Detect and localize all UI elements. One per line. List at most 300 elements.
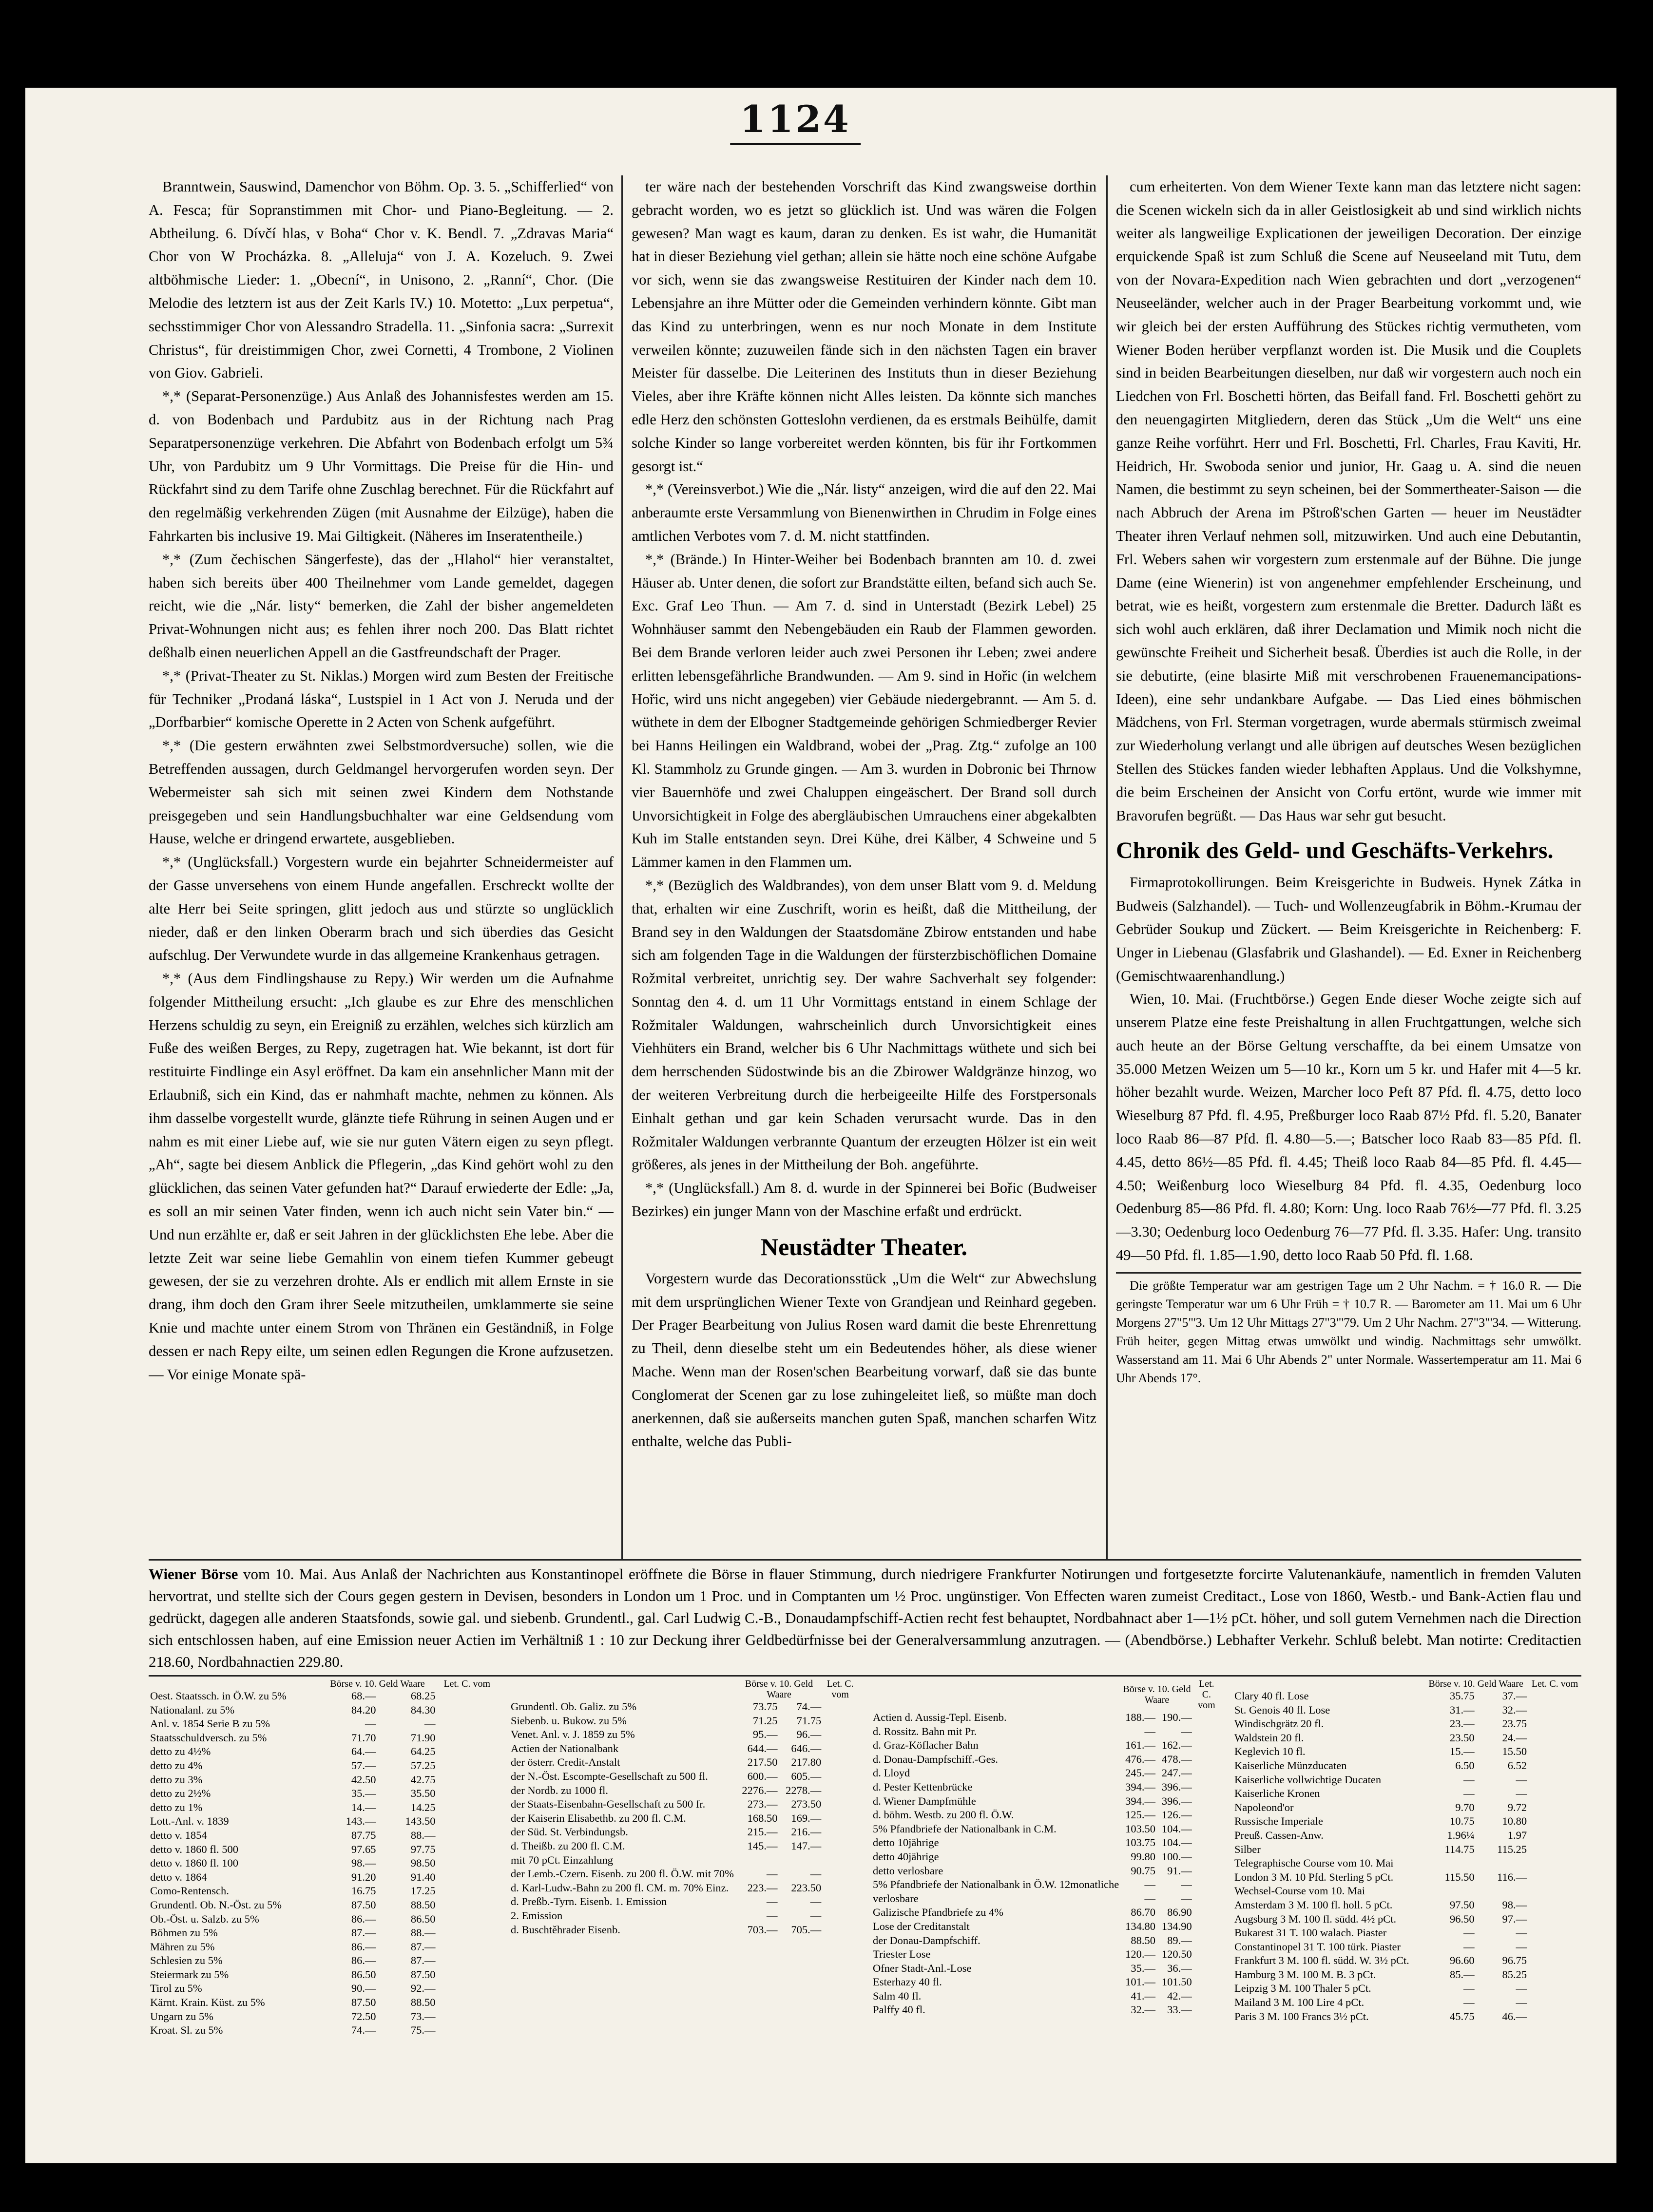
empty-cell [1528,1870,1581,1885]
empty-cell [823,1812,858,1826]
security-name-cell: der österr. Credit-Anstalt [511,1756,620,1769]
waare-cell: 37.— [1502,1690,1527,1702]
security-name-cell: Nationalanl. zu 5% [150,1703,235,1716]
waare-cell: 478.— [1161,1753,1192,1765]
waare-cell: — [810,1868,822,1880]
table-row [149,1996,497,2010]
table-row [871,1878,1220,1892]
table-row [871,1947,1220,1962]
empty-cell [823,1867,858,1881]
empty-cell [437,2023,497,2038]
empty-cell [1528,1814,1581,1829]
waare-cell: 217.80 [791,1756,822,1769]
security-name-cell: Siebenb. u. Bukow. zu 5% [511,1714,627,1727]
waare-cell: 88.— [410,1926,436,1939]
security-name-cell: Bukarest 31 T. 100 walach. Piaster [1234,1926,1387,1939]
security-name-cell: d. Donau-Dampfschiff.-Ges. [873,1753,999,1765]
waare-cell: 216.— [791,1826,822,1838]
waare-cell: 57.25 [410,1759,436,1772]
geld-cell: — [1463,1773,1475,1786]
waare-cell: 23.75 [1502,1717,1527,1730]
paragraph: *,* (Die gestern erwähnten zwei Selbstmordversuche) sollen, wie die Betreffenden aussagen, durch Geldmangel hervorgerufen worden seyn. Der Webermeister sah sich mit seinen zwei Kindern dem Nothstande preisgegeben und sein Handlungsbuchhalter war eine Geldsendung vom Hause, welche er dringend erwartete, ausgeblieben. [149,737,614,847]
table-header-cell: Börse v. 10. Geld Waare [745,1678,813,1700]
geld-cell [1423,1856,1476,1870]
security-name-cell: Kaiserliche Kronen [1234,1787,1320,1800]
geld-cell: 10.75 [1449,1815,1475,1828]
geld-cell: 73.75 [752,1700,778,1713]
table-row [509,1700,858,1714]
empty-cell [1193,1850,1220,1864]
geld-cell [1423,1884,1476,1898]
security-name-cell: detto v. 1864 [150,1870,207,1883]
geld-cell: 68.— [351,1690,376,1702]
empty-cell [437,1703,497,1717]
empty-cell [1528,1689,1581,1703]
waare-cell: 9.72 [1507,1801,1527,1813]
geld-cell: 16.75 [351,1885,376,1897]
empty-cell [1528,1912,1581,1926]
security-name-cell: der Nordb. zu 1000 fl. [511,1784,608,1796]
waare-cell: — [1516,1996,1527,2009]
geld-cell: — [1463,1926,1475,1939]
paragraph: cum erheiterten. Von dem Wiener Texte kann man das letztere nicht sagen: die Scenen wickeln sich da in aller Geistlosigkeit ab und sind wirklich nichts weiter als langweilige Explicationen der jeweiligen Decoration. Der einzige erquickende Spaß ist zum Schluß die Scene auf Neuseeland mit Tutu, dem von der Novara-Expedition nach Wien gebrachten und dort „verzogenen“ Neuseeländer, welcher auch in der Prager Bearbeitung vorkommt und, wie wir gleich bei der ersten Aufführung des Stückes richtig vermutheten, vom Wiener Boden herüber verpflanzt worden ist. Die Musik und die Couplets sind in beiden Bearbeitungen dieselben, nur daß wir vorgestern auch noch ein Liedchen von Frl. Boschetti hörten, das Beifall fand. Frl. Boschetti gehört zu den neuengagirten Mitgliedern, deren das Stück „Um die Welt“ uns eine ganze Reihe vorführt. Herr und Frl. Boschetti, Frl. Charles, Frau Kaviti, Hr. Heidrich, Hr. Swoboda senior und junior, Hr. Gaag u. A. sind die neuen Namen, die bestimmt zu seyn scheinen, bei der Sommertheater-Saison — die nach Abbruch der Arena im Pštroß'schen Garten — heuer im Neustädter Theater ihren Verlauf nehmen soll, mitzuwirken. Und auch eine Debutantin, Frl. Webers sahen wir vorgestern zum erstenmale auf der Bühne. Die junge Dame (eine Wienerin) ist von angenehmer empfehlender Erscheinung, und betrat, wie es heißt, vorgestern zum erstenmale die Bretter. Dadurch läßt es sich wohl auch erklären, daß ihrer Declamation und Mimik noch nicht die gewünschte Freiheit und Sicherheit besaß. Überdies ist auch die Rolle, in der sie debutirte, (eine blasirte Miß mit verschrobenen Frauenemancipations-Ideen), eine sehr undankbare Aufgabe. — Das Lied eines böhmischen Mädchens, von Frl. Sterman vorgetragen, wurde abermals stürmisch zweimal zur Wiederholung verlangt und alle übrigen auf deutsches Wesen bezüglichen Stellen des Stückes fanden wieder lebhaften Applaus. Und die Volkshymne, die beim Erscheinen der Ansicht von Corfu ertönt, wurde wie immer mit Bravorufen begrüßt. — Das Haus war sehr gut besucht. [1116,178,1581,824]
geld-cell: 41.— [1131,1989,1155,2002]
geld-cell: 168.50 [747,1812,778,1824]
empty-cell [437,1898,497,1912]
table-row [871,1738,1220,1753]
empty-cell [823,1853,858,1868]
table-row [149,1843,497,1857]
waare-cell: 162.— [1161,1739,1192,1752]
security-name-cell: detto v. 1854 [150,1829,207,1841]
geld-cell: — [1463,1787,1475,1800]
geld-cell: 134.80 [1125,1920,1155,1932]
geld-cell: 87.— [351,1926,376,1939]
geld-cell: 9.70 [1455,1801,1475,1813]
waare-cell: 92.— [410,1982,436,1995]
empty-cell [437,1870,497,1885]
table-row [1233,1814,1581,1829]
geld-cell: 74.— [351,2024,376,2037]
geld-cell: — [767,1909,778,1922]
geld-cell: 45.75 [1449,2010,1475,2022]
security-name-cell: d. Graz-Köflacher Bahn [873,1739,979,1752]
table-row [871,1892,1220,1906]
security-name-cell: 5% Pfandbriefe der Nationalbank in C.M. [873,1822,1057,1835]
table-row [1233,1745,1581,1759]
geld-cell: 2276.— [742,1784,778,1796]
table-row [149,1884,497,1898]
security-name-cell: Waldstein 20 fl. [1234,1731,1304,1744]
security-name-cell: Frankfurt 3 M. 100 fl. südd. W. 3½ pCt. [1234,1954,1409,1967]
security-name-cell: Como-Rentensch. [150,1885,229,1897]
table-row [1233,1731,1581,1745]
horizontal-rule-tables [149,1675,1581,1677]
empty-cell [1528,1703,1581,1717]
security-name-cell: Schlesien zu 5% [150,1954,223,1967]
security-name-cell: Paris 3 M. 100 Francs 3½ pCt. [1234,2010,1369,2022]
security-name-cell: Venet. Anl. v. J. 1859 zu 5% [511,1728,635,1741]
empty-cell [1193,1822,1220,1836]
table-row [509,1714,858,1728]
geld-cell: 31.— [1449,1703,1475,1716]
table-row [1233,1856,1581,1870]
empty-cell [823,1839,858,1853]
table-header-row [149,1678,497,1689]
empty-cell [1193,1808,1220,1822]
paragraph: *,* (Separat-Personenzüge.) Aus Anlaß des Johannisfestes werden am 15. d. von Bodenbach und Pardubitz aus in der Richtung nach Prag Separatpersonenzüge verkehren. Die Abfahrt von Bodenbach erfolgt um 5¾ Uhr, von Pardubitz um 9 Uhr Vormittags. Die Preise für die Hin- und Rückfahrt sind zu dem Tarife ohne Zuschlag berechnet. Für die Rückfahrt auf den regelmäßig verkehrenden Zügen (mit Ausnahme der Eilzüge), haben die Fahrkarten bis inclusive 19. Mai Giltigkeit. (Näheres im Inseratentheile.) [149,388,614,544]
geld-cell: 95.— [752,1728,778,1741]
table-row [871,1920,1220,1934]
security-name-cell: detto zu 1% [150,1801,203,1813]
empty-cell [437,1968,497,1982]
waare-cell: 247.— [1161,1767,1192,1779]
empty-cell [1528,1717,1581,1731]
empty-cell [1528,1787,1581,1801]
geld-cell: 87.50 [351,1996,376,2009]
empty-cell [823,1714,858,1728]
geld-cell: 87.75 [351,1829,376,1841]
stock-tables [149,1678,1581,2107]
security-name-cell: Preuß. Cassen-Anw. [1234,1829,1324,1841]
table-row [509,1784,858,1798]
geld-cell: — [1144,1892,1155,1905]
waare-cell: 86.90 [1167,1906,1192,1919]
table-row [1233,1884,1581,1898]
table-row [509,1881,858,1895]
geld-cell: 57.— [351,1759,376,1772]
table-row [509,1839,858,1853]
empty-cell [1528,1759,1581,1773]
geld-cell: 88.50 [1131,1934,1155,1946]
table-row [871,1850,1220,1864]
table-row [509,1770,858,1784]
empty-cell [1528,1884,1581,1898]
waare-cell: 6.52 [1507,1759,1527,1772]
table-row [509,1895,858,1909]
geld-cell: 273.— [747,1798,778,1811]
security-name-cell: 5% Pfandbriefe der Nationalbank in Ö.W. 12monatliche [873,1878,1119,1891]
waare-cell: — [1516,1940,1527,1953]
table-row [871,1906,1220,1920]
waare-cell: 88.50 [410,1898,436,1911]
geld-cell: 35.— [1131,1962,1155,1974]
table-row [149,1814,497,1829]
page-number: 1124 [730,97,861,145]
empty-cell [437,1982,497,1996]
geld-cell: 96.50 [1449,1912,1475,1925]
empty-cell [1528,1745,1581,1759]
table-row [509,1825,858,1839]
table-row [871,1989,1220,2003]
geld-cell: 35.— [351,1787,376,1800]
wiener-boerse-report [149,1563,1581,1674]
geld-cell: 99.80 [1131,1850,1155,1863]
table-row [509,1853,858,1868]
security-name-cell: detto verlosbare [873,1864,943,1877]
geld-cell: 86.70 [1131,1906,1155,1919]
waare-cell: 126.— [1161,1809,1192,1821]
empty-cell [823,1784,858,1798]
security-name-cell: Triester Lose [873,1948,931,1961]
table-header-cell: Let. C. vom [826,1678,854,1700]
security-name-cell: d. Rossitz. Bahn mit Pr. [873,1725,977,1737]
waare-cell: — [1516,1773,1527,1786]
empty-cell [1528,1982,1581,1996]
table-row [509,1755,858,1770]
security-name-cell: Actien der Nationalbank [511,1742,619,1754]
table-row [149,1703,497,1717]
waare-cell: 101.50 [1161,1976,1192,1988]
geld-cell: 394.— [1125,1780,1155,1793]
empty-cell [1193,1711,1220,1725]
waare-cell: 86.50 [410,1912,436,1925]
security-name-cell: Galizische Pfandbriefe zu 4% [873,1906,1004,1919]
geld-cell: 84.20 [351,1703,376,1716]
table-row [149,1912,497,1926]
security-name-cell: detto v. 1860 fl. 100 [150,1857,239,1869]
security-name-cell: Grundentl. Ob. N.-Öst. zu 5% [150,1898,282,1911]
geld-cell: 97.65 [351,1843,376,1855]
paragraph: Branntwein, Sauswind, Damenchor von Böhm. Op. 3. 5. „Schifferlied“ von A. Fesca; für Sopranstimmen mit Chor- und Piano-Begleitung. — 2. Abtheilung. 6. Dívčí hlas, v Boha“ Chor v. K. Bendl. 7. „Zdravas Maria“ Chor von W Procházka. 8. „Alleluja“ von J. A. Kozeluch. 9. Zwei altböhmische Lieder: 1. „Obecní“, in Unisono, 2. „Ranní“, Chor. (Die Melodie des letztern ist aus der Zeit Karls IV.) 10. Motetto: „Lux perpetua“, sechsstimmiger Chor von Alessandro Stradella. 11. „Sinfonia sacra: „Surrexit Christus“, für dreistimmigen Chor, zwei Cornetti, 4 Trombone, 2 Violinen von Giov. Gabrieli. [149,178,614,381]
waare-cell: 96.75 [1502,1954,1527,1967]
table-row [871,1766,1220,1780]
security-name-cell: der Donau-Dampfschiff. [873,1934,980,1946]
security-name-cell: d. Buschtěhrader Eisenb. [511,1923,620,1936]
empty-cell [437,1717,497,1731]
waare-cell: 396.— [1161,1794,1192,1807]
geld-cell: 114.75 [1444,1843,1475,1855]
paragraph-temperatur: Die größte Temperatur war am gestrigen Tage um 2 Uhr Nachm. = † 16.0 R. — Die geringste Temperatur war um 6 Uhr Früh = † 10.7 R. — Barometer am 11. Mai um 6 Uhr Morgens 27"5"'3. Um 12 Uhr Mittags 27"3"'79. Um 2 Uhr Nachm. 27"3"'34. — Witterung. Früh heiter, gegen Mittag etwas umwölkt und windig. Nachmittags sehr umwölkt. Wasserstand am 11. Mai 6 Uhr Abends 2" unter Normale. Wassertemperatur am 11. Mai 6 Uhr Abends 17°. [1116,1272,1581,1388]
geld-cell: 1.96¼ [1447,1829,1475,1841]
empty-cell [437,1814,497,1829]
empty-cell [1193,1836,1220,1850]
table-row [149,1856,497,1870]
security-name-cell: der Lemb.-Czern. Eisenb. zu 200 fl. Ö.W. mit 70% [511,1868,734,1880]
waare-cell: 104.— [1161,1822,1192,1835]
geld-cell: — [1463,1996,1475,2009]
empty-cell [437,1773,497,1787]
security-name-cell: verlosbare [873,1892,919,1905]
boerse-title: Wiener Börse [149,1565,238,1583]
empty-cell [437,1996,497,2010]
geld-cell: 71.70 [351,1731,376,1744]
table-header-cell [149,1678,318,1689]
empty-cell [1193,1864,1220,1878]
security-name-cell: Windischgrätz 20 fl. [1234,1717,1324,1730]
empty-cell [1193,1892,1220,1906]
table-row [1233,1968,1581,1982]
waare-cell: — [1516,1982,1527,1995]
waare-cell: 87.— [410,1940,436,1953]
geld-cell: 91.20 [351,1870,376,1883]
security-name-cell: Hamburg 3 M. 100 M. B. 3 pCt. [1234,1968,1376,1981]
empty-cell [437,1954,497,1968]
waare-cell: 97.— [1502,1912,1527,1925]
waare-cell: — [1181,1725,1192,1737]
table-row [1233,1870,1581,1885]
table-row [509,1812,858,1826]
waare-cell: — [810,1909,822,1922]
waare-cell: 273.50 [791,1798,822,1811]
security-name-cell: Lose der Creditanstalt [873,1920,970,1932]
security-name-cell: Kaiserliche vollwichtige Ducaten [1234,1773,1382,1786]
security-name-cell: der N.-Öst. Escompte-Gesellschaft zu 500 fl. [511,1770,708,1782]
security-name-cell: Telegraphische Course vom 10. Mai [1234,1857,1394,1869]
geld-cell: 120.— [1125,1948,1155,1961]
table-row [1233,1996,1581,2010]
section-heading-neustaedter-theater: Neustädter Theater. [760,1233,968,1260]
security-name-cell: Wechsel-Course vom 10. Mai [1234,1885,1365,1897]
table-row [1233,1982,1581,1996]
security-name-cell: Silber [1234,1843,1261,1855]
table-row [149,1773,497,1787]
geld-cell: 23.— [1449,1717,1475,1730]
paragraph: *,* (Brände.) In Hinter-Weiher bei Bodenbach brannten am 10. d. zwei Häuser ab. Unter denen, die sofort zur Brandstätte eilten, befand sich auch Se. Exc. Graf Leo Thun. — Am 7. d. sind in Unterstadt (Bezirk Lebel) 25 Wohnhäuser sammt den Nebengebäuden ein Raub der Flammen geworden. Bei dem Brande verloren leider auch zwei Personen ihr Leben; zwei andere erlitten lebensgefährliche Brandwunden. — Am 9. sind in Hořic (in welchem Hořic, wird uns nicht angegeben) vier Gebäude niedergebrannt. — Am 5. d. wüthete in dem der Elbogner Stadtgemeinde gehörigen Schmiedberger Revier bei Hanns Heilingen ein Waldbrand, wobei der „Prag. Ztg.“ zufolge an 100 Kl. Stammholz zu Grunde gingen. — Am 3. wurden in Dobronic bei Thrnow vier Bauernhöfe und zwei Chaluppen eingeäschert. Der Brand soll durch Unvorsichtigkeit in Folge des abergläubischen Umrauchens einer abgekalbten Kuh im Stalle entstanden seyn. Drei Kühe, drei Kälber, 4 Schweine und 5 Lämmer kamen in den Flammen um. [632,551,1096,871]
empty-cell [437,1843,497,1857]
table-row [149,1759,497,1773]
security-name-cell: Actien d. Aussig-Tepl. Eisenb. [873,1711,1007,1723]
geld-cell: — [767,1895,778,1908]
waare-cell: 147.— [791,1839,822,1852]
geld-cell: 64.— [351,1745,376,1758]
security-name-cell: Russische Imperiale [1234,1815,1323,1828]
waare-cell: 115.25 [1497,1843,1527,1855]
empty-cell [823,1825,858,1839]
table-row [149,1940,497,1954]
table-row [149,1801,497,1815]
waare-cell: 87.50 [410,1968,436,1981]
waare-cell: — [1181,1892,1192,1905]
geld-cell: 97.50 [1449,1898,1475,1911]
waare-cell: — [1516,1787,1527,1800]
security-name-cell: Ungarn zu 5% [150,2010,213,2022]
paragraph: *,* (Bezüglich des Waldbrandes), von dem unser Blatt vom 9. d. Meldung that, erhalten wir eine Zuschrift, worin es heißt, daß die Mittheilung, der Brand sey in den Waldungen der Staatsdomäne Zbirow entstanden und habe sich am folgenden Tage in die Waldungen der fürsterzbischöflichen Domaine Rožmital verbreitet, unrichtig sey. Der wahre Sachverhalt sey folgender: Sonntag den 4. d. um 11 Uhr Vormittags entstand in einem Schlage der Rožmitaler Waldungen, wahrscheinlich durch Unvorsichtigkeit eines Viehhüters ein Brand, welcher bis 6 Uhr Nachmittags wüthete und sich bei dem herrschenden Südostwinde bis an die Zbirower Waldgränze hinzog, wo der weiteren Verbreitung durch die herbeigeeilte Hilfe des Forstpersonals Einhalt gethan und gar kein Schaden verursacht wurde. Das in den Rožmitaler Waldungen verbrannte Quantum der erzeugten Hölzer ist ein weit größeres, als jenes in der Mittheilung der Boh. angeführte. [632,877,1096,1173]
empty-cell [437,1689,497,1703]
geld-cell: 15.— [1449,1745,1475,1758]
geld-cell: 101.— [1125,1976,1155,1988]
table-header-cell: Börse v. 10. Geld Waare [1123,1684,1191,1705]
geld-cell: 98.— [351,1857,376,1869]
table-row [149,1717,497,1731]
table-row [149,2010,497,2024]
waare-cell: 32.— [1502,1703,1527,1716]
table-row [1233,1843,1581,1857]
waare-cell: 74.— [796,1700,822,1713]
waare-cell: 100.— [1161,1850,1192,1863]
table-row [871,1780,1220,1794]
boerse-text: vom 10. Mai. Aus Anlaß der Nachrichten aus Konstantinopel eröffnete die Börse in flauer Stimmung, durch niedrigere Frankfurter Notirungen und fortgesetzte forcirte Valutenankäufe, namentlich in fremden Valuten hervortrat, und stellte sich der Cours gegen gestern in Devisen, besonders in London um 1 Proc. und in Comptanten um ½ Proc. ungünstiger. Von Effecten waren zumeist Creditact., Lose von 1860, Westb.- und Bank-Actien flau und gedrückt, dagegen alle anderen Staatsfonds, sowie gal. und siebenb. Grundentl., gal. Carl Ludwig C.-B., Donaudampfschiff-Actien recht fest behauptet, Nordbahnact aber 1—1½ pCt. höher, und soll gutem Vernehmen nach die Direction sich entschlossen haben, auf eine Emission neuer Actien im Verhältniß 1 : 10 zur Deckung ihrer Geldbedürfnisse bei der Generalversammlung anzutragen. — (Abendbörse.) Lebhafter Verkehr. Schluß belebt. Man notirte: Creditactien 218.60, Nordbahnactien 229.80. [149,1565,1581,1670]
empty-cell [823,1895,858,1909]
empty-cell [1528,2010,1581,2024]
security-name-cell: d. Lloyd [873,1767,910,1779]
geld-cell: 42.50 [351,1773,376,1786]
table-row [871,1975,1220,1989]
waare-cell: 15.50 [1502,1745,1527,1758]
table-header-cell: Let. C. vom [443,1678,490,1689]
empty-cell [1528,1731,1581,1745]
column-2 [632,175,1096,1562]
empty-cell [1528,1996,1581,2010]
table-row [149,1954,497,1968]
table-row [1233,1940,1581,1954]
empty-cell [823,1923,858,1937]
geld-cell: 86.— [351,1940,376,1953]
waare-cell: 705.— [791,1923,822,1936]
empty-cell [1528,1856,1581,1870]
empty-cell [1193,1906,1220,1920]
empty-cell [1528,1773,1581,1787]
geld-cell: 103.50 [1125,1822,1155,1835]
table-row [509,1742,858,1756]
security-name-cell: Kaiserliche Münzducaten [1234,1759,1347,1772]
geld-cell: 23.50 [1449,1731,1475,1744]
table-row [1233,1703,1581,1717]
table-row [871,1934,1220,1948]
table-header-row [1233,1678,1581,1689]
table-row [871,1725,1220,1739]
table-row [871,2003,1220,2017]
geld-cell: — [1463,1940,1475,1953]
empty-cell [1193,1780,1220,1794]
security-name-cell: Mähren zu 5% [150,1940,215,1953]
geld-cell: 600.— [747,1770,778,1782]
security-name-cell: Grundentl. Ob. Galiz. zu 5% [511,1700,637,1713]
waare-cell: 120.50 [1161,1948,1192,1961]
empty-cell [437,1940,497,1954]
table-row [1233,1773,1581,1787]
table-header-cell [509,1678,735,1700]
table-row [1233,1954,1581,1968]
waare-cell: 87.— [410,1954,436,1967]
security-name-cell: mit 70 pCt. Einzahlung [511,1853,613,1866]
empty-cell [437,1912,497,1926]
security-name-cell: Salm 40 fl. [873,1989,922,2002]
table-row [1233,1926,1581,1940]
geld-cell: 87.50 [351,1898,376,1911]
waare-cell: — [1516,1926,1527,1939]
waare-cell: 91.— [1167,1864,1192,1877]
empty-cell [1528,1843,1581,1857]
security-name-cell: Oest. Staatssch. in Ö.W. zu 5% [150,1690,287,1702]
security-name-cell: der Staats-Eisenbahn-Gesellschaft zu 500 fr. [511,1798,706,1811]
geld-cell: 90.75 [1131,1864,1155,1877]
stock-table-1 [149,1678,497,2038]
column-rule-1 [621,175,623,1559]
empty-cell [1528,1801,1581,1815]
waare-cell: 73.— [410,2010,436,2022]
waare-cell: 84.30 [410,1703,436,1716]
security-name-cell: Keglevich 10 fl. [1234,1745,1306,1758]
geld-cell: 6.50 [1455,1759,1475,1772]
table-row [149,1829,497,1843]
empty-cell [1193,1753,1220,1767]
security-name-cell: 2. Emission [511,1909,563,1922]
table-row [509,1728,858,1742]
paragraph: Vorgestern wurde das Decorationsstück „Um die Welt“ zur Abwechslung mit dem ursprünglichen Wiener Texte von Grandjean und Reinhard gegeben. Der Prager Bearbeitung von Julius Rosen ward damit die beste Ehrenrettung zu Theil, denn dieselbe steht um ein Bedeutendes höher, als diese wiener Mache. Wenn man der Rosen'schen Bearbeitung vorwarf, daß sie das bunte Conglomerat der Scenen gar zu lose zuhingeleitet ließ, so müßte man doch anerkennen, daß sie außerseits manchen guten Spaß, manchen scharfen Witz enthalte, welche das Publi- [632,1270,1096,1450]
geld-cell: 72.50 [351,2010,376,2022]
empty-cell [823,1909,858,1923]
security-name-cell: detto v. 1860 fl. 500 [150,1843,239,1855]
geld-cell: 703.— [747,1923,778,1936]
geld-cell: 32.— [1131,2003,1155,2016]
empty-cell [823,1755,858,1770]
waare-cell: 33.— [1167,2003,1192,2016]
waare-cell: — [1181,1878,1192,1891]
empty-cell [1528,1898,1581,1912]
section-heading-chronik: Chronik des Geld- und Geschäfts-Verkehrs. [1116,838,1554,864]
table-row [149,1898,497,1912]
